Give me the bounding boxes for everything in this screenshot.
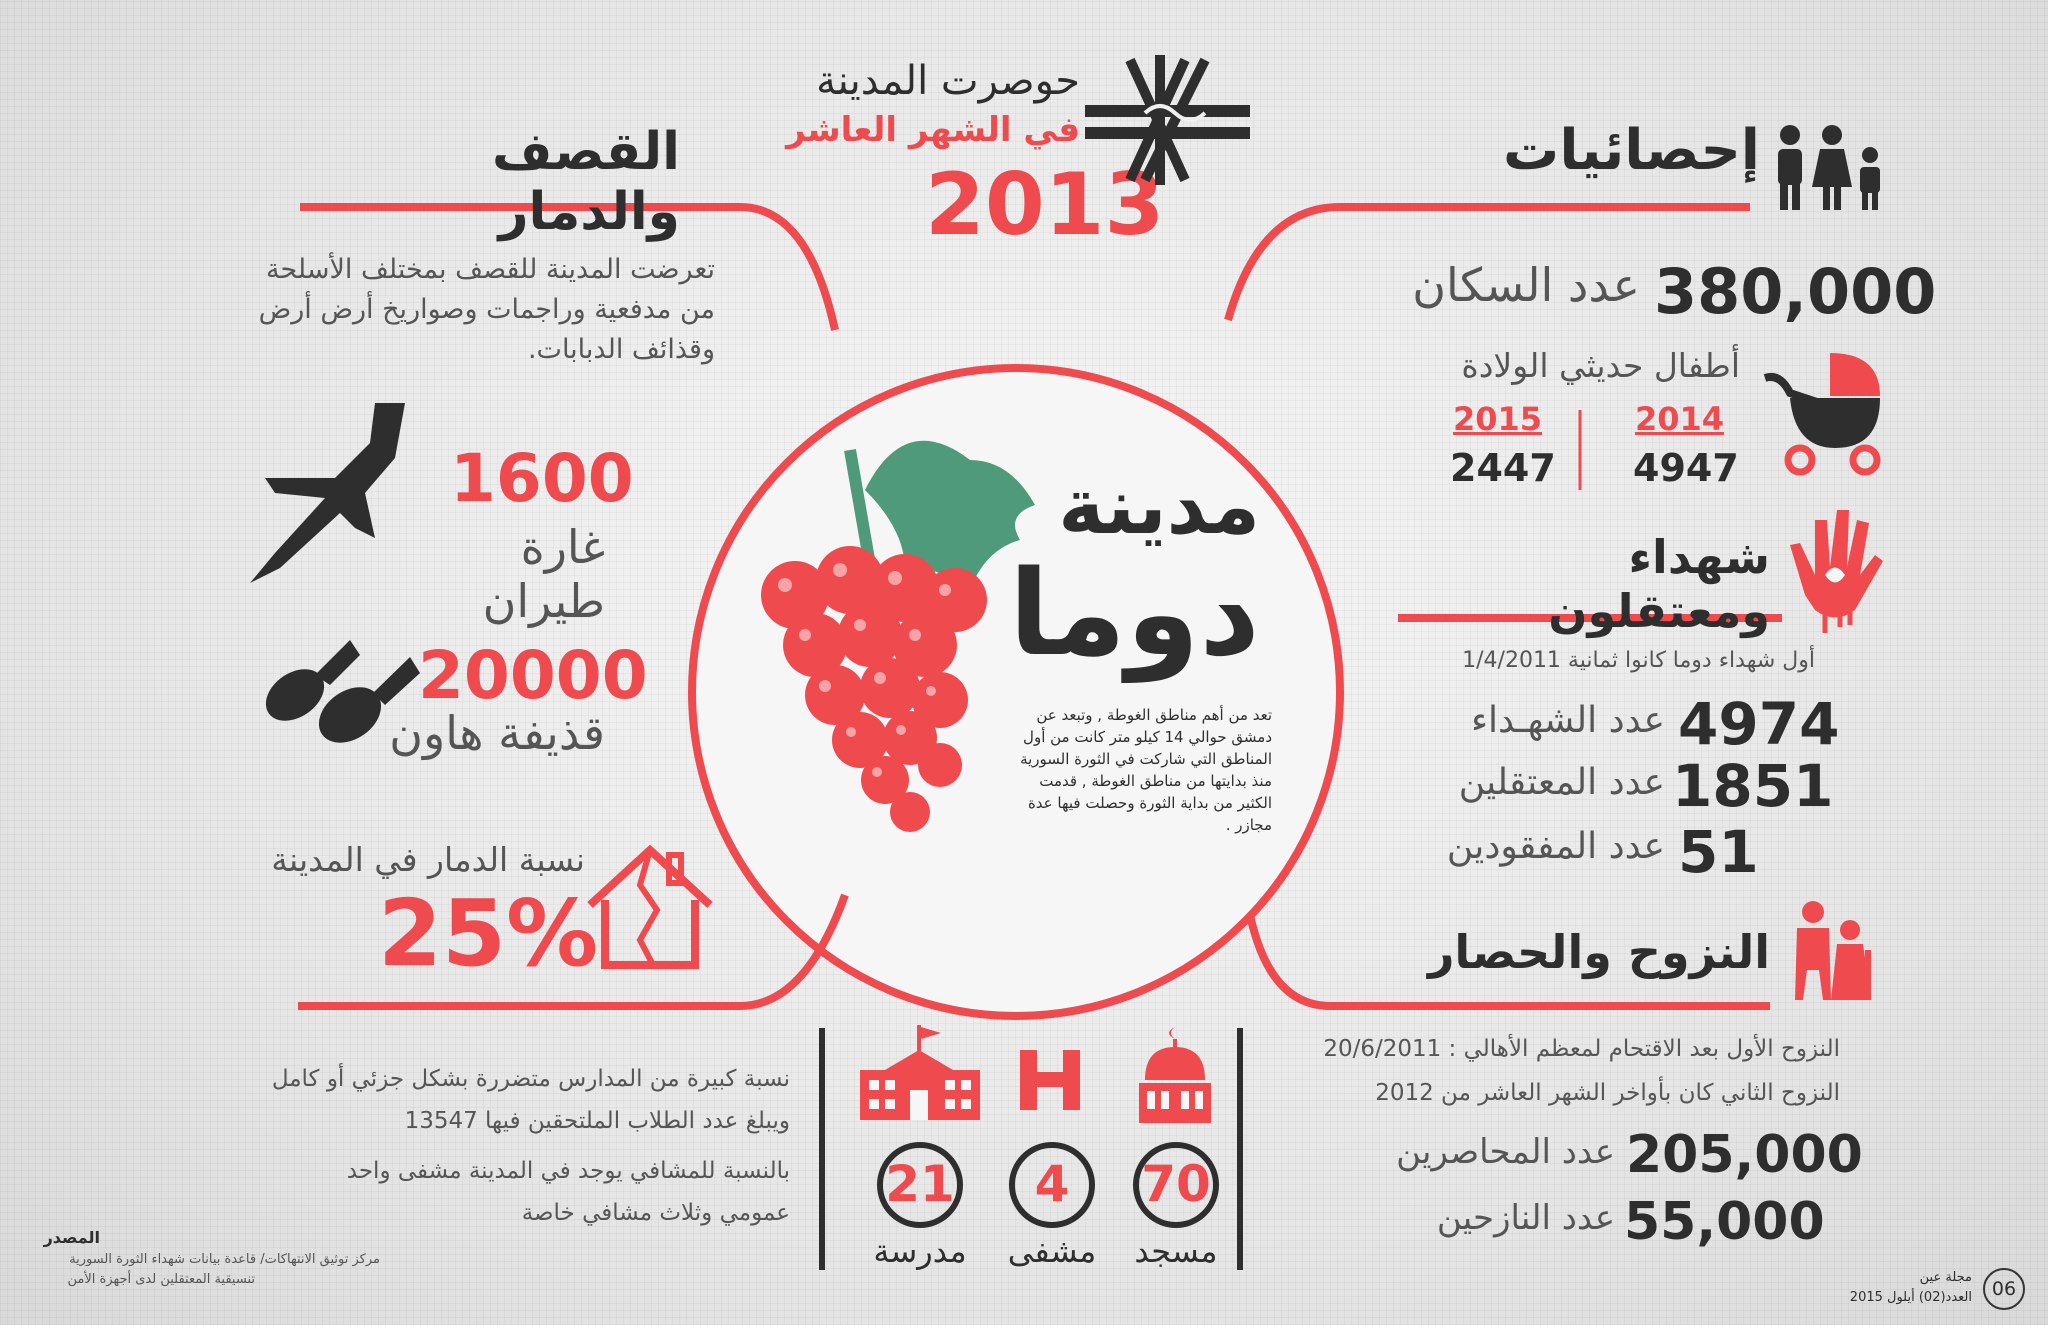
newborns-value-2015: 2447 <box>1450 446 1556 490</box>
refugees-icon <box>1785 900 1875 1005</box>
hospitals-note2: عمومي وثلاث مشافي خاصة <box>521 1200 790 1226</box>
bombing-description: تعرضت المدينة للقصف بمختلف الأسلحة من مدفعية وراجمات وصواريخ أرض أرض وقذائف الدبابات. <box>258 254 715 365</box>
schools-count: 21 <box>885 1155 955 1213</box>
siege-line1: حوصرت المدينة <box>816 58 1080 104</box>
city-description: تعد من أهم مناطق الغوطة , وتبعد عن دمشق حوالي 14 كيلو متر كانت من أول المناطق التي شاركت في الثورة السورية منذ بدايتها من مناطق الغوطة , قدمت الكثير من بداية الثورة وحصلت فيها عدة مجازر . <box>1020 706 1272 834</box>
newborns-year-2014: 2014 <box>1635 400 1725 438</box>
missing-count-value: 51 <box>1678 818 1759 886</box>
bloody-hand-icon <box>1785 505 1885 635</box>
population-value: 380,000 <box>1654 255 1937 328</box>
besieged-count-label: عدد المحاصرين <box>1396 1132 1615 1172</box>
mosques-count: 70 <box>1141 1155 1211 1213</box>
family-icon <box>1770 125 1890 215</box>
page-number: 06 <box>1991 1278 2017 1300</box>
siege-line2: في الشهر العاشر <box>786 110 1080 150</box>
schools-note1: نسبة كبيرة من المدارس متضررة بشكل جزئي أو كامل <box>271 1066 790 1092</box>
martyrs-count-value: 4974 <box>1678 690 1840 758</box>
mosques-label: مسجد <box>1134 1232 1218 1270</box>
displaced-count-label: عدد النازحين <box>1436 1198 1615 1238</box>
destruction-label: نسبة الدمار في المدينة <box>271 840 585 879</box>
broken-house-icon <box>585 845 715 970</box>
source-line1: مركز توثيق الانتهاكات/ قاعدة بيانات شهداء الثورة السورية <box>69 1252 380 1267</box>
hospital-icon <box>1015 1045 1085 1115</box>
population-label: عدد السكان <box>1412 258 1640 312</box>
page-number-badge <box>1983 1268 2025 1310</box>
martyrs-first-note: أول شهداء دوما كانوا ثمانية 1/4/2011 <box>1462 648 1815 673</box>
newborns-label: أطفال حديثي الولادة <box>1461 346 1740 385</box>
detainees-count-label: عدد المعتقلين <box>1458 762 1665 803</box>
displacement-note2: النزوح الثاني كان بأواخر الشهر العاشر من 2012 <box>1375 1080 1840 1106</box>
newborns-year-2015: 2015 <box>1453 400 1543 438</box>
issue-info: العدد(02) أيلول 2015 <box>1849 1290 1972 1305</box>
air-raids-label: غارة طيران <box>482 520 605 628</box>
mosque-icon <box>1135 1025 1215 1125</box>
barbed-wire-icon <box>1085 55 1255 185</box>
martyrs-count-label: عدد الشهـداء <box>1471 700 1665 741</box>
school-icon <box>855 1025 985 1120</box>
hospitals-count: 4 <box>1034 1155 1070 1213</box>
displacement-heading: النزوح والحصار <box>1427 925 1770 979</box>
city-title-line2: دوما <box>1008 544 1260 682</box>
statistics-heading: إحصائيات <box>1503 118 1760 183</box>
hospitals-label: مشفى <box>1007 1232 1097 1270</box>
detainees-count-value: 1851 <box>1672 752 1834 820</box>
schools-note2: ويبلغ عدد الطلاب الملتحقين فيها 13547 <box>404 1108 790 1134</box>
air-raids-value: 1600 <box>450 440 634 517</box>
destruction-value: 25% <box>378 880 599 987</box>
displacement-note1: النزوح الأول بعد الاقتحام لمعظم الأهالي : 20/6/2011 <box>1323 1036 1840 1062</box>
schools-label: مدرسة <box>873 1232 967 1270</box>
displaced-count-value: 55,000 <box>1624 1192 1825 1252</box>
besieged-count-value: 205,000 <box>1626 1125 1863 1185</box>
stroller-icon <box>1760 348 1890 478</box>
source-line2: تنسيقية المعتقلين لدى أجهزة الأمن <box>67 1272 255 1287</box>
hospitals-note1: بالنسبة للمشافي يوجد في المدينة مشفى واحد <box>346 1158 790 1184</box>
bombing-heading: القصف والدمار <box>492 122 680 242</box>
missing-count-label: عدد المفقودين <box>1446 826 1665 867</box>
mortar-label: قذيفة هاون <box>389 706 605 760</box>
martyrs-heading: شهداء ومعتقلون <box>1548 530 1770 638</box>
city-title-line1: مدينة <box>1058 462 1260 552</box>
mortar-value: 20000 <box>418 637 648 714</box>
siege-year: 2013 <box>925 155 1165 255</box>
newborns-value-2014: 4947 <box>1633 446 1739 490</box>
source-title: المصدر <box>43 1228 100 1247</box>
magazine-name: مجلة عين <box>1919 1270 1972 1285</box>
